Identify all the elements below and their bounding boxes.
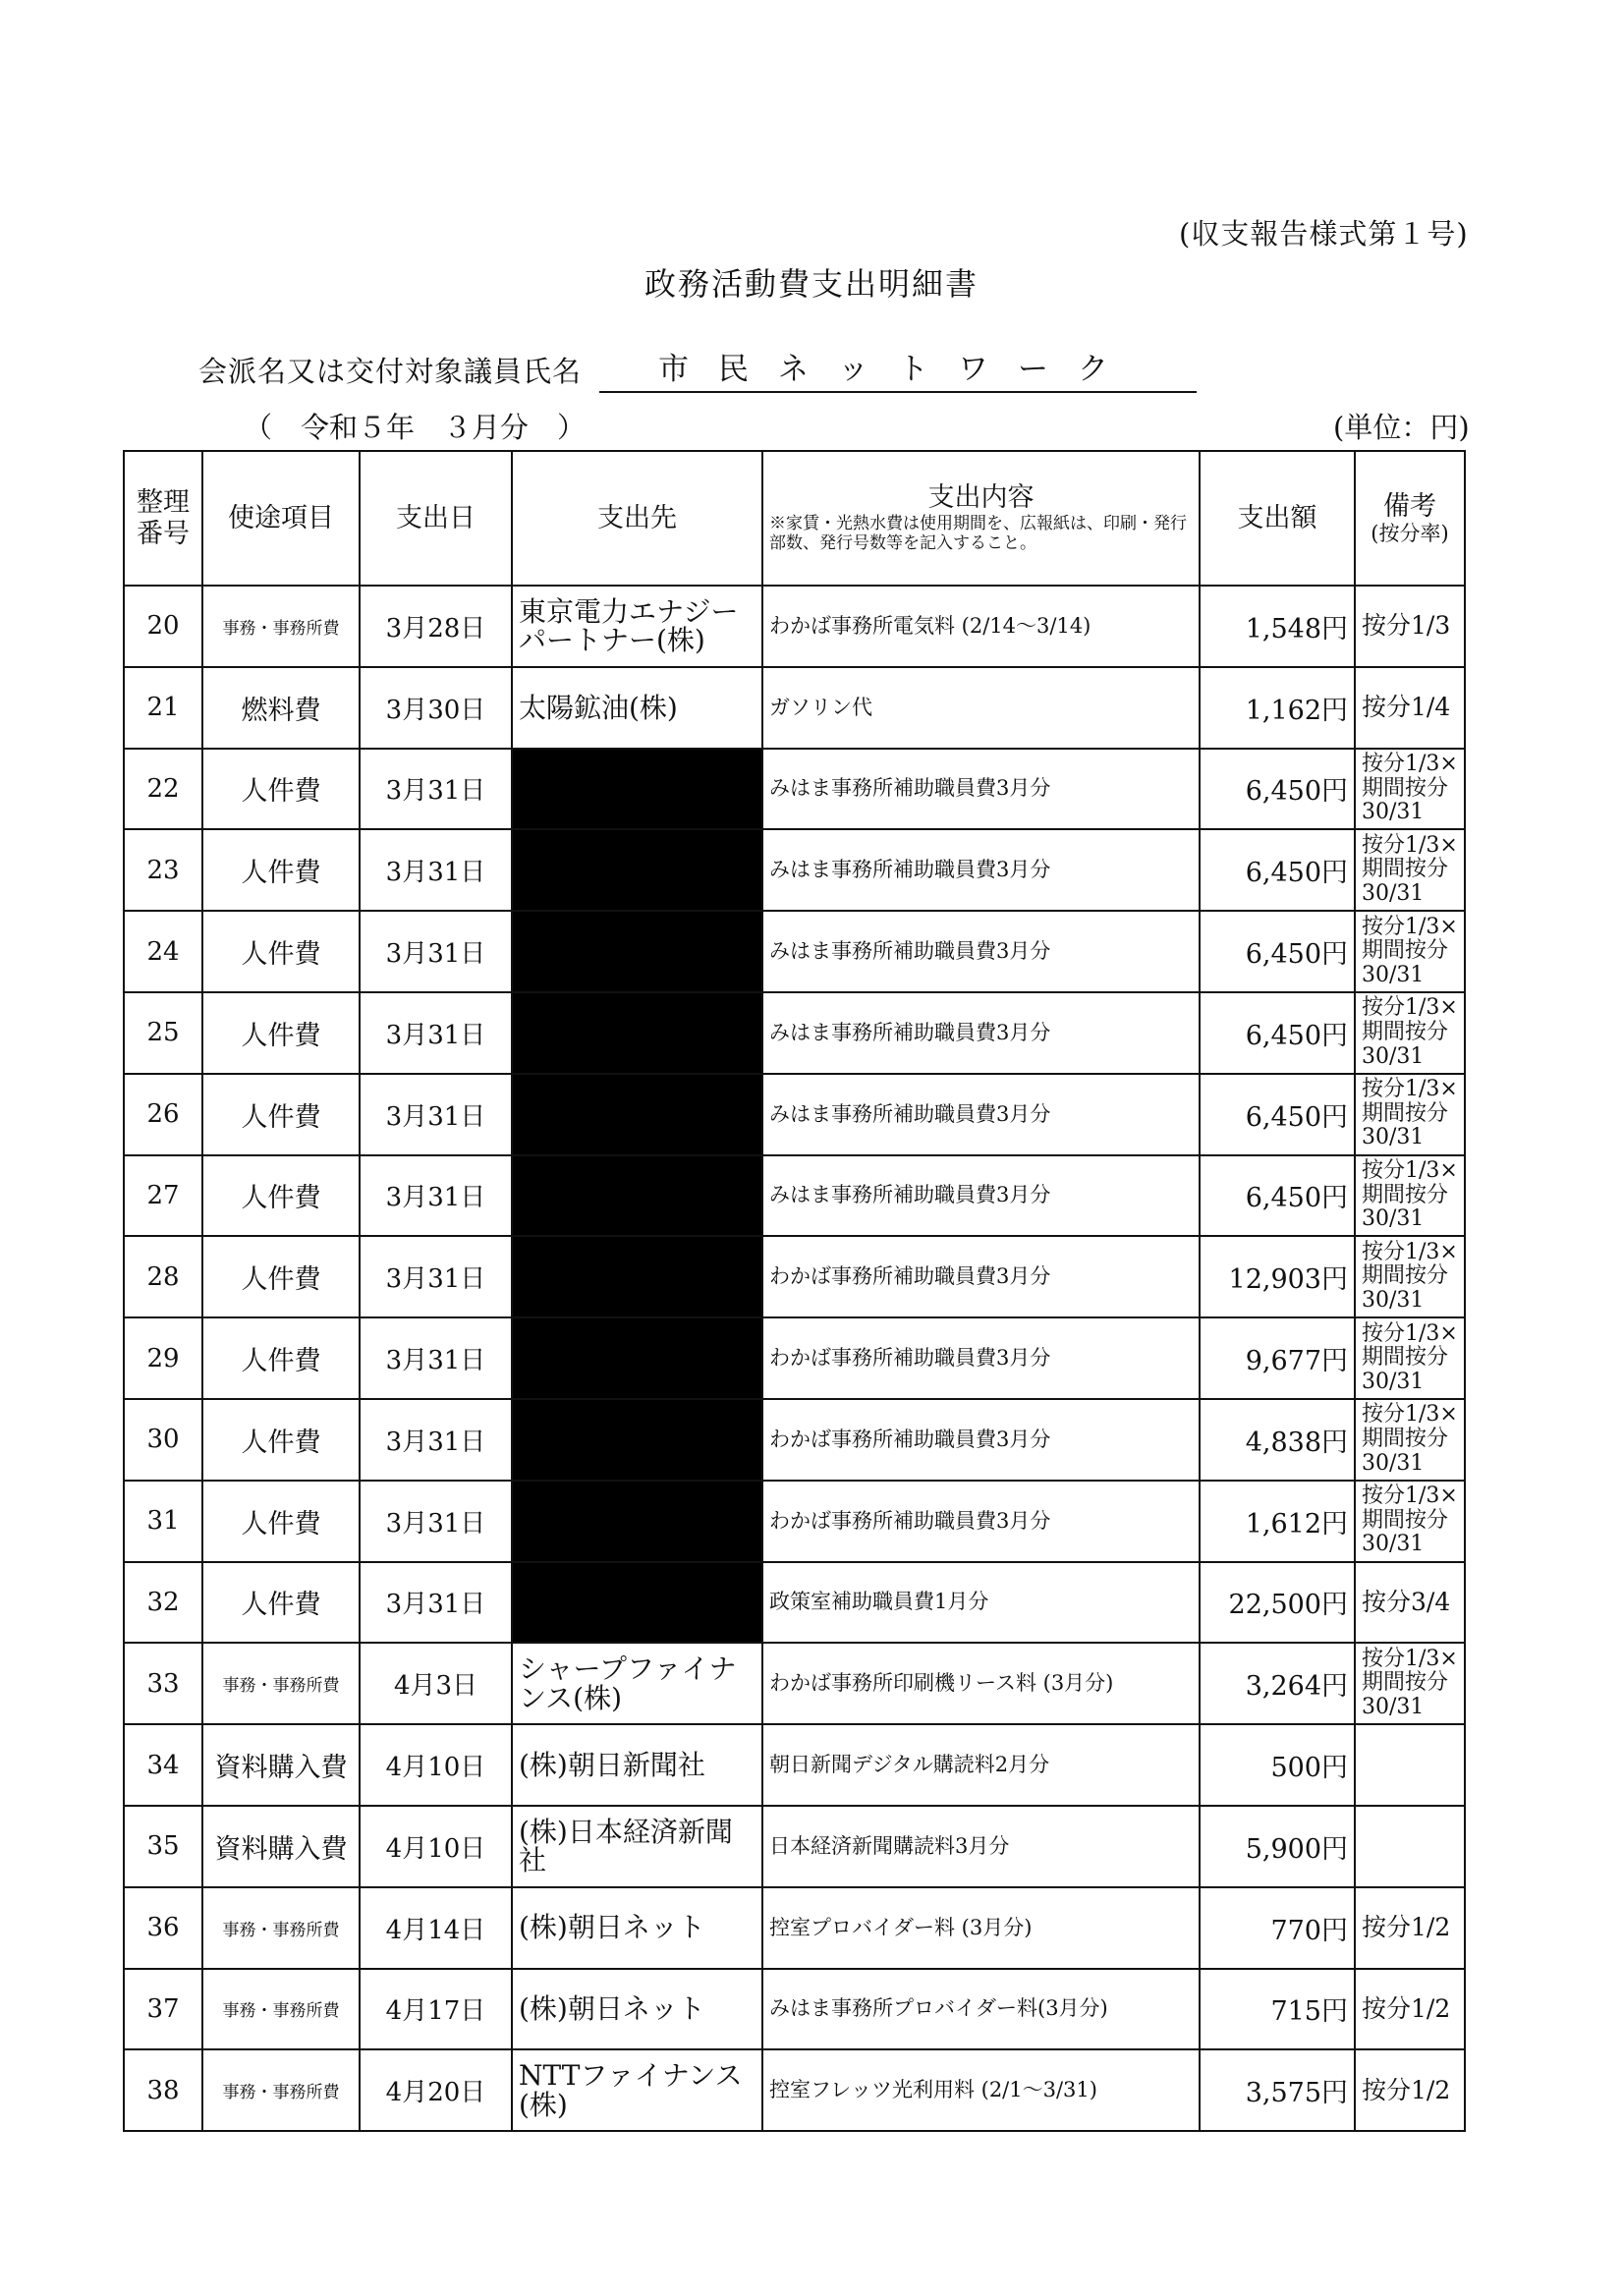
- expense-description: 政策室補助職員費1月分: [762, 1562, 1200, 1644]
- expense-category: 資料購入費: [202, 1724, 360, 1806]
- expense-amount: 5,900円: [1200, 1806, 1355, 1887]
- column-header-amount: 支出額: [1200, 451, 1355, 586]
- expense-date: 4月3日: [360, 1643, 512, 1724]
- expense-amount: 1,548円: [1200, 586, 1355, 667]
- expense-description: みはま事務所補助職員費3月分: [762, 1155, 1200, 1237]
- expense-date: 3月31日: [360, 1074, 512, 1155]
- allocation-remarks: 按分1/4: [1355, 667, 1465, 749]
- allocation-remarks: 按分3/4: [1355, 1562, 1465, 1644]
- expenditure-table: [123, 450, 1466, 2132]
- payee: 太陽鉱油(株): [512, 667, 762, 749]
- column-header-payee: 支出先: [512, 451, 762, 586]
- expense-date: 3月31日: [360, 992, 512, 1074]
- table-row: [124, 1643, 1465, 1724]
- expense-description: わかば事務所電気料 (2/14～3/14): [762, 586, 1200, 667]
- expense-category: 人件費: [202, 1481, 360, 1562]
- expense-amount: 715円: [1200, 1969, 1355, 2050]
- expense-amount: 6,450円: [1200, 749, 1355, 830]
- allocation-remarks: 按分1/2: [1355, 1969, 1465, 2050]
- row-number: 27: [124, 1155, 202, 1237]
- allocation-remarks: 按分1/3×期間按分30/31: [1355, 1074, 1465, 1155]
- page-title: 政務活動費支出明細書: [644, 265, 979, 303]
- payee-redacted: [512, 749, 762, 830]
- expense-category: 人件費: [202, 1562, 360, 1644]
- row-number: 33: [124, 1643, 202, 1724]
- allocation-remarks: 按分1/3×期間按分30/31: [1355, 1236, 1465, 1317]
- expense-date: 3月31日: [360, 1562, 512, 1644]
- expense-description: 日本経済新聞購読料3月分: [762, 1806, 1200, 1887]
- row-number: 24: [124, 911, 202, 992]
- column-header-no: 整理番号: [124, 451, 202, 586]
- table-row: [124, 1236, 1465, 1317]
- expense-description: わかば事務所印刷機リース料 (3月分): [762, 1643, 1200, 1724]
- expense-amount: 6,450円: [1200, 992, 1355, 1074]
- payee-redacted: [512, 1155, 762, 1237]
- remarks-header-label: 備考: [1383, 490, 1436, 522]
- expense-date: 3月31日: [360, 1481, 512, 1562]
- expense-description: みはま事務所補助職員費3月分: [762, 829, 1200, 911]
- column-header-remarks: [1355, 451, 1465, 586]
- row-number: 38: [124, 2049, 202, 2131]
- expense-description: わかば事務所補助職員費3月分: [762, 1317, 1200, 1399]
- table-row: [124, 667, 1465, 749]
- table-row: [124, 829, 1465, 911]
- expense-category: 人件費: [202, 1155, 360, 1237]
- expense-date: 3月31日: [360, 749, 512, 830]
- expense-description: わかば事務所補助職員費3月分: [762, 1481, 1200, 1562]
- allocation-remarks: 按分1/3×期間按分30/31: [1355, 749, 1465, 830]
- expense-amount: 9,677円: [1200, 1317, 1355, 1399]
- payee-redacted: [512, 1317, 762, 1399]
- table-row: [124, 992, 1465, 1074]
- expense-date: 4月17日: [360, 1969, 512, 2050]
- party-name-value: 市民ネットワーク: [599, 344, 1197, 393]
- allocation-remarks: 按分1/3: [1355, 586, 1465, 667]
- expense-amount: 22,500円: [1200, 1562, 1355, 1644]
- expense-description: 控室プロバイダー料 (3月分): [762, 1887, 1200, 1969]
- payee-redacted: [512, 1562, 762, 1644]
- content-header-label: 支出内容: [927, 482, 1035, 514]
- expense-date: 3月31日: [360, 911, 512, 992]
- expense-description: わかば事務所補助職員費3月分: [762, 1236, 1200, 1317]
- payee-redacted: [512, 1481, 762, 1562]
- form-number: (収支報告様式第１号): [1179, 217, 1469, 251]
- expense-date: 4月10日: [360, 1806, 512, 1887]
- payee: (株)朝日ネット: [512, 1887, 762, 1969]
- expense-date: 3月30日: [360, 667, 512, 749]
- expense-description: みはま事務所補助職員費3月分: [762, 911, 1200, 992]
- row-number: 37: [124, 1969, 202, 2050]
- expense-amount: 1,612円: [1200, 1481, 1355, 1562]
- remarks-header-sub: (按分率): [1371, 521, 1449, 545]
- content-header-note: ※家賃・光熱水費は使用期間を、広報紙は、印刷・発行部数、発行号数等を記入すること。: [769, 514, 1187, 554]
- expense-category: 人件費: [202, 992, 360, 1074]
- expense-category: 事務・事務所費: [202, 2049, 360, 2131]
- expense-description: 控室フレッツ光利用料 (2/1～3/31): [762, 2049, 1200, 2131]
- expense-date: 4月10日: [360, 1724, 512, 1806]
- expense-category: 人件費: [202, 829, 360, 911]
- expense-date: 3月31日: [360, 1236, 512, 1317]
- expense-amount: 770円: [1200, 1887, 1355, 1969]
- payee: シャープファイナンス(株): [512, 1643, 762, 1724]
- row-number: 34: [124, 1724, 202, 1806]
- allocation-remarks: [1355, 1806, 1465, 1887]
- expense-date: 4月20日: [360, 2049, 512, 2131]
- expense-category: 事務・事務所費: [202, 586, 360, 667]
- table-row: [124, 1806, 1465, 1887]
- allocation-remarks: 按分1/3×期間按分30/31: [1355, 1155, 1465, 1237]
- expense-category: 人件費: [202, 1317, 360, 1399]
- row-number: 36: [124, 1887, 202, 1969]
- expense-category: 人件費: [202, 911, 360, 992]
- payee: (株)朝日新聞社: [512, 1724, 762, 1806]
- expense-category: 人件費: [202, 1399, 360, 1481]
- table-row: [124, 911, 1465, 992]
- expense-amount: 6,450円: [1200, 1074, 1355, 1155]
- expense-description: みはま事務所補助職員費3月分: [762, 1074, 1200, 1155]
- row-number: 28: [124, 1236, 202, 1317]
- expense-date: 3月31日: [360, 1155, 512, 1237]
- row-number: 26: [124, 1074, 202, 1155]
- table-row: [124, 2049, 1465, 2131]
- expense-category: 事務・事務所費: [202, 1887, 360, 1969]
- payee-redacted: [512, 1399, 762, 1481]
- table-row: [124, 1155, 1465, 1237]
- payee: NTTファイナンス(株): [512, 2049, 762, 2131]
- expense-amount: 4,838円: [1200, 1399, 1355, 1481]
- expense-description: 朝日新聞デジタル購読料2月分: [762, 1724, 1200, 1806]
- expense-category: 資料購入費: [202, 1806, 360, 1887]
- expense-amount: 12,903円: [1200, 1236, 1355, 1317]
- reporting-period: （ 令和５年 ３月分 ）: [244, 411, 587, 444]
- expense-category: 事務・事務所費: [202, 1643, 360, 1724]
- expense-category: 燃料費: [202, 667, 360, 749]
- row-number: 31: [124, 1481, 202, 1562]
- table-row: [124, 749, 1465, 830]
- table-row: [124, 1317, 1465, 1399]
- party-name-label: 会派名又は交付対象議員氏名: [198, 355, 583, 388]
- expense-description: みはま事務所補助職員費3月分: [762, 749, 1200, 830]
- expense-amount: 3,264円: [1200, 1643, 1355, 1724]
- table-row: [124, 1562, 1465, 1644]
- payee-redacted: [512, 992, 762, 1074]
- row-number: 21: [124, 667, 202, 749]
- row-number: 35: [124, 1806, 202, 1887]
- payee-redacted: [512, 1236, 762, 1317]
- allocation-remarks: 按分1/3×期間按分30/31: [1355, 1481, 1465, 1562]
- allocation-remarks: 按分1/3×期間按分30/31: [1355, 911, 1465, 992]
- row-number: 20: [124, 586, 202, 667]
- allocation-remarks: 按分1/3×期間按分30/31: [1355, 992, 1465, 1074]
- table-row: [124, 1399, 1465, 1481]
- expense-category: 事務・事務所費: [202, 1969, 360, 2050]
- table-row: [124, 1887, 1465, 1969]
- row-number: 32: [124, 1562, 202, 1644]
- column-header-date: 支出日: [360, 451, 512, 586]
- table-row: [124, 1724, 1465, 1806]
- allocation-remarks: 按分1/3×期間按分30/31: [1355, 1317, 1465, 1399]
- column-header-content: [762, 451, 1200, 586]
- expense-category: 人件費: [202, 1236, 360, 1317]
- expense-date: 3月31日: [360, 1399, 512, 1481]
- payee: (株)日本経済新聞社: [512, 1806, 762, 1887]
- payee-redacted: [512, 1074, 762, 1155]
- expense-description: わかば事務所補助職員費3月分: [762, 1399, 1200, 1481]
- expense-amount: 1,162円: [1200, 667, 1355, 749]
- row-number: 22: [124, 749, 202, 830]
- allocation-remarks: 按分1/3×期間按分30/31: [1355, 1643, 1465, 1724]
- expense-description: ガソリン代: [762, 667, 1200, 749]
- expense-amount: 3,575円: [1200, 2049, 1355, 2131]
- row-number: 30: [124, 1399, 202, 1481]
- payee: 東京電力エナジーパートナー(株): [512, 586, 762, 667]
- table-header-row: [124, 451, 1465, 586]
- expense-description: みはま事務所補助職員費3月分: [762, 992, 1200, 1074]
- allocation-remarks: 按分1/3×期間按分30/31: [1355, 1399, 1465, 1481]
- expense-description: みはま事務所プロバイダー料(3月分): [762, 1969, 1200, 2050]
- expense-amount: 6,450円: [1200, 911, 1355, 992]
- allocation-remarks: 按分1/2: [1355, 2049, 1465, 2131]
- expense-date: 4月14日: [360, 1887, 512, 1969]
- row-number: 29: [124, 1317, 202, 1399]
- expense-date: 3月28日: [360, 586, 512, 667]
- table-row: [124, 1969, 1465, 2050]
- allocation-remarks: [1355, 1724, 1465, 1806]
- row-number: 23: [124, 829, 202, 911]
- expense-amount: 500円: [1200, 1724, 1355, 1806]
- expense-date: 3月31日: [360, 829, 512, 911]
- table-row: [124, 1074, 1465, 1155]
- table-row: [124, 1481, 1465, 1562]
- expense-amount: 6,450円: [1200, 829, 1355, 911]
- column-header-item: 使途項目: [202, 451, 360, 586]
- payee: (株)朝日ネット: [512, 1969, 762, 2050]
- expense-category: 人件費: [202, 749, 360, 830]
- expense-date: 3月31日: [360, 1317, 512, 1399]
- row-number: 25: [124, 992, 202, 1074]
- allocation-remarks: 按分1/2: [1355, 1887, 1465, 1969]
- payee-redacted: [512, 829, 762, 911]
- expense-category: 人件費: [202, 1074, 360, 1155]
- expense-amount: 6,450円: [1200, 1155, 1355, 1237]
- table-row: [124, 586, 1465, 667]
- unit-label: (単位：円): [1333, 411, 1470, 444]
- payee-redacted: [512, 911, 762, 992]
- allocation-remarks: 按分1/3×期間按分30/31: [1355, 829, 1465, 911]
